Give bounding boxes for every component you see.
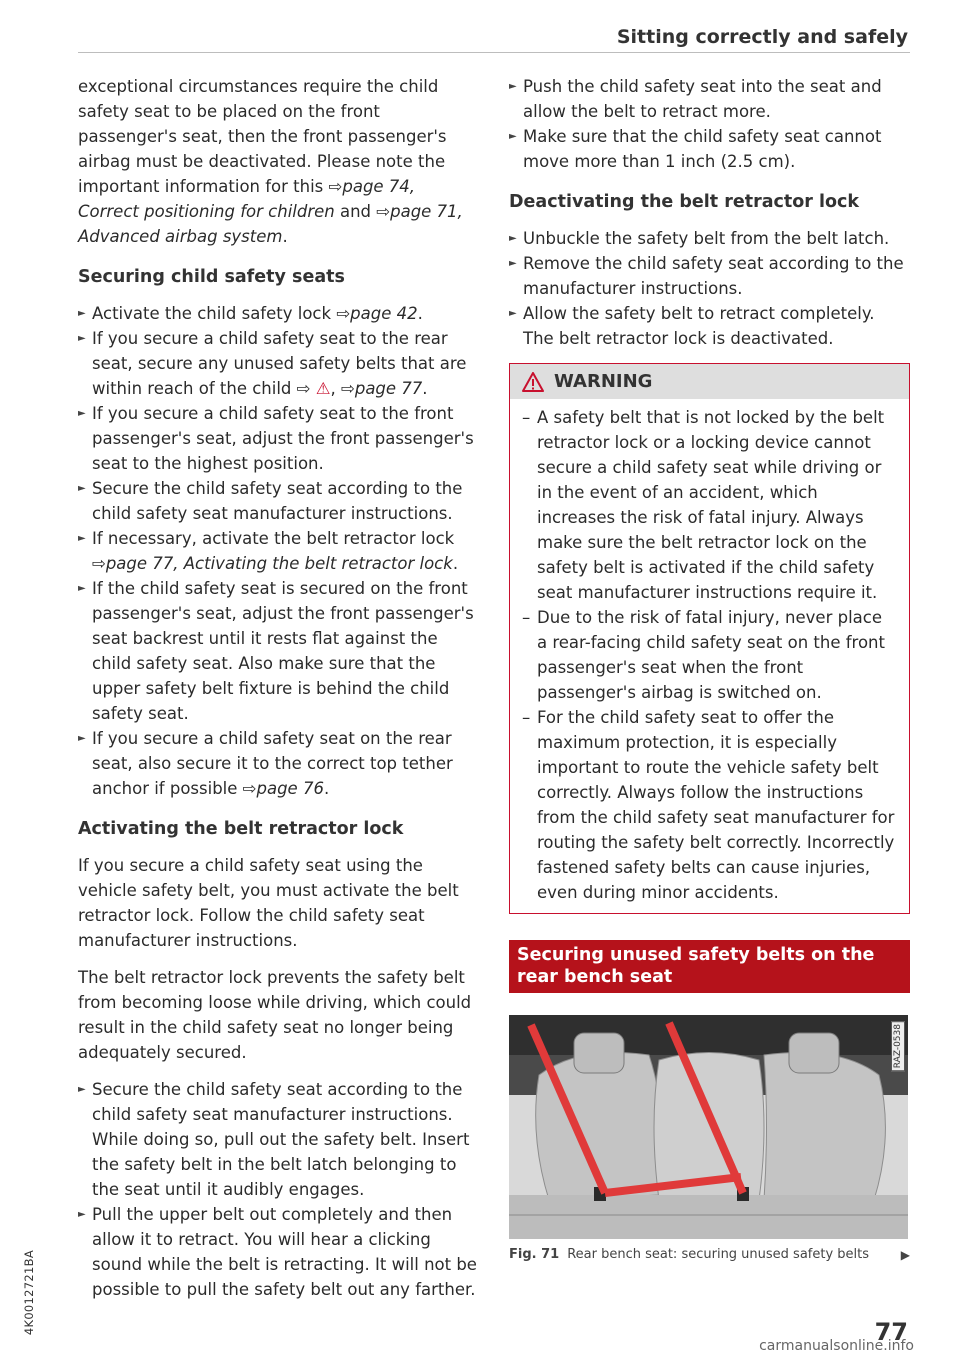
- bullet-icon: ►: [509, 258, 517, 269]
- bullet-icon: ►: [78, 733, 86, 744]
- deactivating-steps: [509, 226, 910, 351]
- warning-item: – For the child safety seat to offer the maximum protection, it is especially important to route the vehicle safety belt correctly. Always follow the instructions from the child safety seat manufacturer for routing the safety belt correctly. Incorrectly fastened safety belts can cause injuries, even during minor accidents.: [522, 708, 895, 902]
- bullet-icon: ►: [509, 233, 517, 244]
- heading-activating: Activating the belt retractor lock: [78, 819, 404, 839]
- running-head: Sitting correctly and safely: [616, 26, 908, 48]
- step-item: ► Secure the child safety seat according to the child safety seat manufacturer instructions. While doing so, pull out the safety belt. Insert the safety belt in the belt latch belonging to the seat until it audibly engages.: [78, 1077, 478, 1202]
- warning-item: – A safety belt that is not locked by the belt retractor lock or a locking device cannot secure a child safety seat while driving or in the event of an accident, which increases the risk of fatal injury. Always make sure the belt retractor lock on the safety belt is activated if the child safety seat manufacturer instructions require it.: [522, 408, 885, 602]
- continued-steps: [509, 74, 910, 174]
- activating-paragraph-1: If you secure a child safety seat using the vehicle safety belt, you must activate the belt retractor lock. Follow the child safety seat manufacturer instructions.: [78, 856, 459, 950]
- bullet-icon: ►: [78, 1084, 86, 1095]
- document-code: 4K0012721BA: [22, 1250, 36, 1336]
- step-item: ► Unbuckle the safety belt from the belt latch.: [509, 226, 910, 251]
- step-item: ► If necessary, activate the belt retractor lock ⇨page 77, Activating the belt retractor lock.: [78, 526, 478, 576]
- page-number: 77: [874, 1318, 908, 1346]
- left-column: [78, 74, 478, 1314]
- bullet-icon: ►: [509, 131, 517, 142]
- step-item: ► Make sure that the child safety seat cannot move more than 1 inch (2.5 cm).: [509, 124, 910, 174]
- bullet-icon: ►: [78, 408, 86, 419]
- caption-label: Fig. 71: [509, 1247, 560, 1262]
- heading-deactivating: Deactivating the belt retractor lock: [509, 192, 860, 212]
- step-item: ► Secure the child safety seat according to the child safety seat manufacturer instructions.: [78, 476, 478, 526]
- activating-paragraph-2: The belt retractor lock prevents the safety belt from becoming loose while driving, which could result in the child safety seat no longer being adequately secured.: [78, 968, 472, 1062]
- step-item: ► If you secure a child safety seat to the rear seat, secure any unused safety belts that are within reach of the child ⇨ ⚠, ⇨page 77.: [78, 326, 478, 401]
- warning-title: WARNING: [554, 371, 653, 392]
- header-rule: [78, 52, 910, 53]
- bullet-icon: ►: [78, 1209, 86, 1220]
- warning-triangle-icon: [522, 372, 544, 392]
- securing-steps: [78, 301, 478, 801]
- bullet-icon: ►: [509, 308, 517, 319]
- bullet-icon: ►: [78, 308, 86, 319]
- warning-item: – Due to the risk of fatal injury, never place a rear-facing child safety seat on the front passenger's seat when the front passenger's airbag is switched on.: [522, 608, 885, 702]
- warning-box: [509, 363, 910, 914]
- intro-paragraph: exceptional circumstances require the child safety seat to be placed on the front passenger's seat, then the front passenger's airbag must be deactivated. Please note the important information for this ⇨page 74, Correct positioning for children and ⇨page 71, Advanced airbag system.: [78, 77, 463, 246]
- warning-header: [510, 364, 909, 399]
- step-item: ► Allow the safety belt to retract completely. The belt retractor lock is deactivated.: [509, 301, 910, 351]
- watermark: carmanualsonline.info: [759, 1338, 914, 1354]
- activating-steps: [78, 1077, 478, 1302]
- figure-caption: [509, 1247, 910, 1262]
- section-title-banner: Securing unused safety belts on the rear bench seat: [509, 940, 910, 993]
- right-column: [509, 74, 910, 1262]
- bullet-icon: ►: [78, 583, 86, 594]
- bullet-icon: ►: [78, 333, 86, 344]
- step-item: ► If you secure a child safety seat on the rear seat, also secure it to the correct top tether anchor if possible ⇨page 76.: [78, 726, 478, 801]
- step-item: ► Push the child safety seat into the seat and allow the belt to retract more.: [509, 74, 910, 124]
- rear-bench-seat-illustration: [509, 1015, 908, 1239]
- step-item: ► If you secure a child safety seat to the front passenger's seat, adjust the front passenger's seat to the highest position.: [78, 401, 478, 476]
- figure-code: RAZ-0538: [891, 1021, 905, 1071]
- rear-bench-seat-figure: [509, 1015, 908, 1239]
- step-item: ► If the child safety seat is secured on the front passenger's seat, adjust the front passenger's seat backrest until it rests flat against the child safety seat. Also make sure that the upper safety belt fixture is behind the child safety seat.: [78, 576, 478, 726]
- heading-securing: Securing child safety seats: [78, 267, 345, 287]
- warning-body: [510, 399, 909, 913]
- continue-arrow-icon: ▶: [900, 1247, 910, 1262]
- step-item: ► Activate the child safety lock ⇨page 42.: [78, 301, 478, 326]
- caption-text: Rear bench seat: securing unused safety belts: [567, 1247, 870, 1262]
- bullet-icon: ►: [509, 81, 517, 92]
- bullet-icon: ►: [78, 533, 86, 544]
- step-item: ► Remove the child safety seat according to the manufacturer instructions.: [509, 251, 910, 301]
- step-item: ► Pull the upper belt out completely and then allow it to retract. You will hear a clicking sound while the belt is retracting. It will not be possible to pull the safety belt out any farther.: [78, 1202, 478, 1302]
- bullet-icon: ►: [78, 483, 86, 494]
- warning-ref-icon: ⚠: [315, 379, 331, 398]
